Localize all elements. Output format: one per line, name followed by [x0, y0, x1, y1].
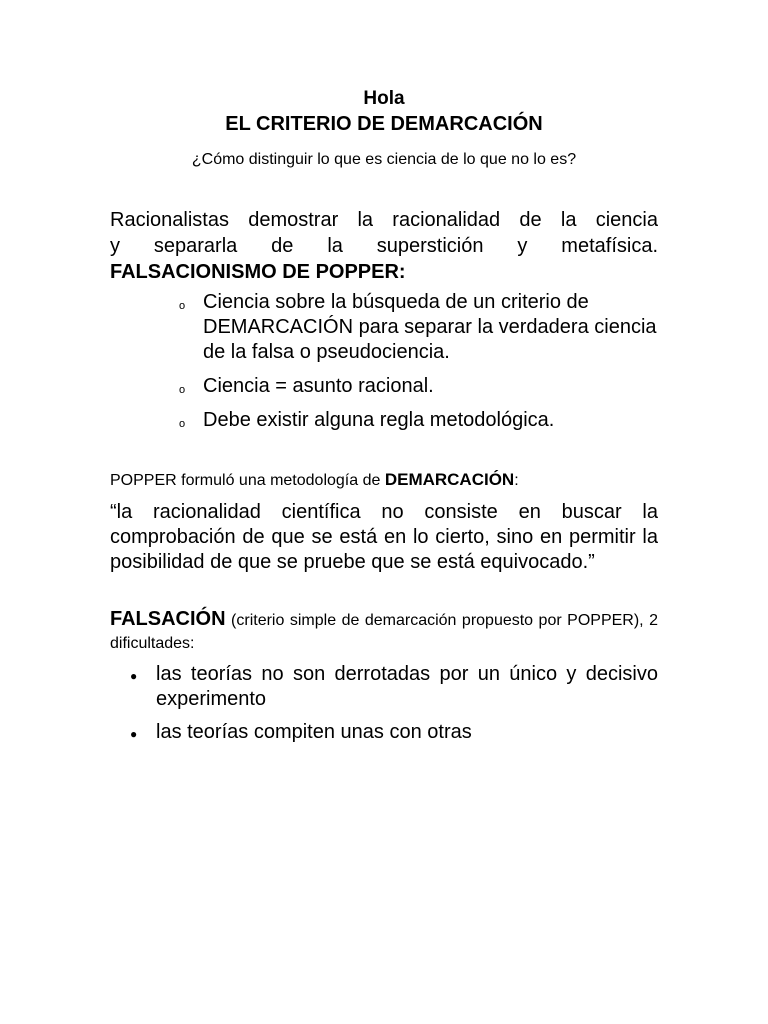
intro-line-2: y separarla de la superstición y metafísica.: [110, 235, 658, 257]
methodology-heading: [110, 470, 658, 491]
list-item: [130, 720, 658, 745]
intro-paragraph: [110, 207, 658, 285]
methodology-prefix: POPPER: [110, 472, 177, 489]
list-item: [176, 408, 658, 433]
falsacion-paragraph: [110, 608, 658, 655]
methodology-middle: formuló una metodología de: [176, 472, 385, 489]
falsacion-term: FALSACIÓN: [110, 608, 226, 630]
list-item-text: las teorías compiten unas con otras: [156, 721, 472, 743]
page-title: EL CRITERIO DE DEMARCACIÓN: [225, 113, 543, 135]
list-item: [130, 662, 658, 712]
section-heading: FALSACIONISMO DE POPPER:: [110, 261, 406, 283]
page-subtitle: ¿Cómo distinguir lo que es ciencia de lo que no lo es?: [191, 151, 577, 168]
list-item: [176, 374, 658, 399]
difficulties-list: [130, 662, 658, 753]
list-item-text: Ciencia sobre la búsqueda de un criterio de DEMARCACIÓN para separar la verdadera ciencia de la falsa o pseudociencia.: [203, 291, 657, 363]
list-item: [176, 290, 658, 365]
methodology-term: DEMARCACIÓN: [384, 470, 515, 489]
falsacion-description: (criterio simple de demarcación propuesto por POPPER), 2 dificultades:: [110, 612, 658, 652]
hollow-bullet-icon: o: [179, 300, 186, 312]
bullet-dot-icon: ●: [130, 727, 138, 741]
list-item-text: Debe existir alguna regla metodológica.: [203, 409, 555, 431]
list-item-text: las teorías no son derrotadas por un único y decisivo experimento: [156, 663, 658, 710]
intro-line-1: Racionalistas demostrar la racionalidad de la ciencia: [110, 209, 658, 231]
popper-points-list: [176, 290, 658, 442]
hollow-bullet-icon: o: [179, 418, 186, 430]
popper-quote: “la racionalidad científica no consiste en buscar la comprobación de que se está en lo cierto, sino en permitir la posibilidad de que se pruebe que se está equivocado.”: [110, 501, 658, 573]
hollow-bullet-icon: o: [179, 384, 186, 396]
greeting: Hola: [363, 88, 405, 109]
list-item-text: Ciencia = asunto racional.: [203, 375, 434, 397]
bullet-dot-icon: ●: [130, 669, 138, 683]
methodology-suffix: :: [514, 472, 519, 489]
